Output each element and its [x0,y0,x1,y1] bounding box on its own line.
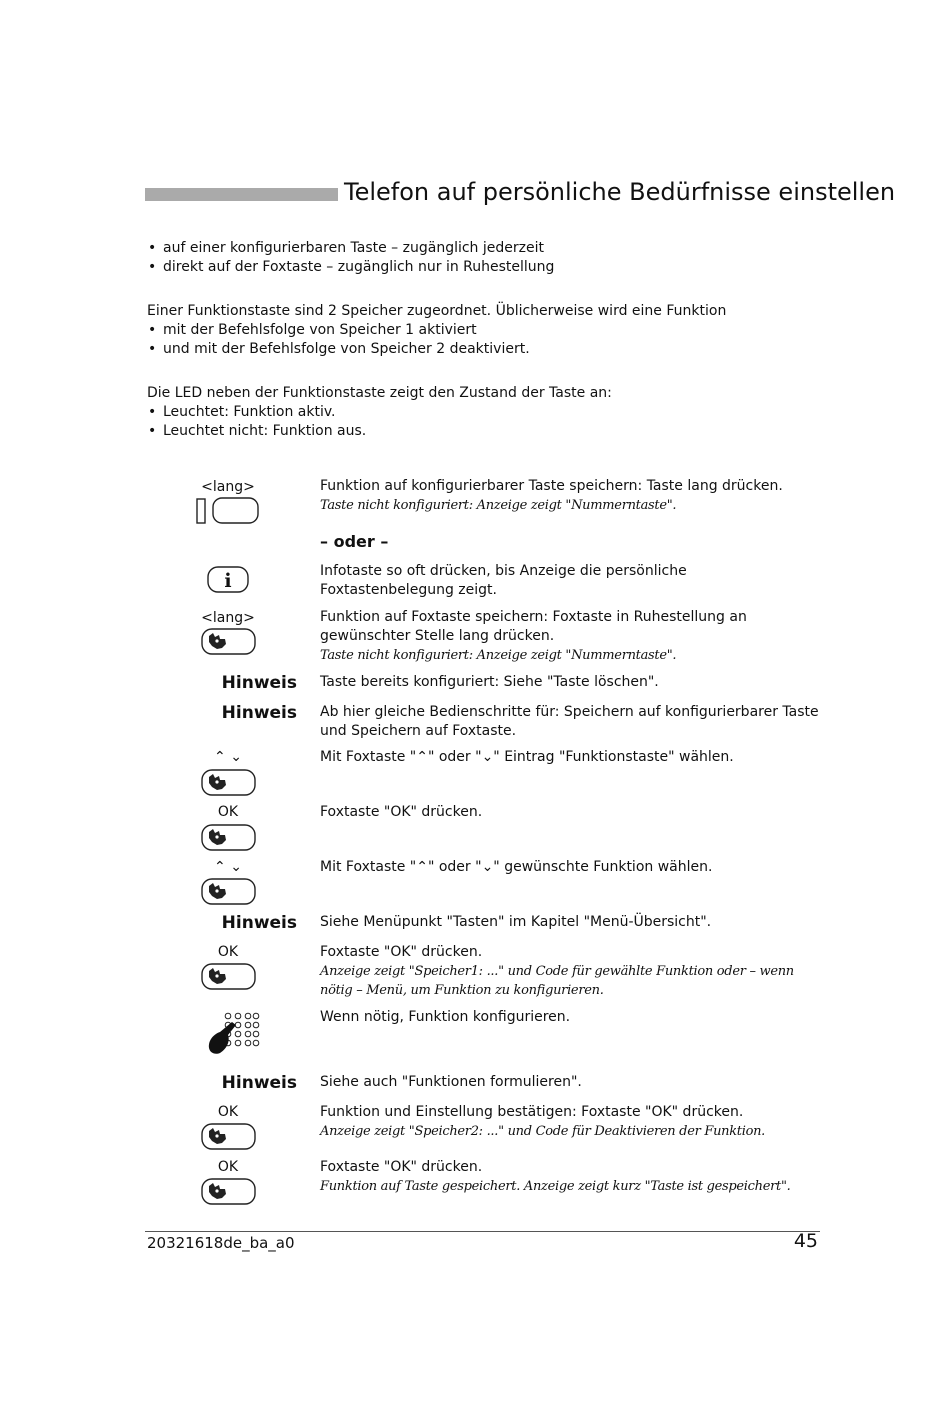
footer-rule [145,1231,820,1232]
fox-key-icon [200,962,258,992]
arrow-keys-label: ⌃ ⌄ [214,749,242,765]
intro-list-access [147,239,827,277]
fox-key-icon [200,1122,258,1152]
list-item: • auf einer konfigurierbaren Taste – zugänglich jederzeit [147,239,827,258]
note: Anzeige zeigt "Speicher2: ..." und Code für Deaktivieren der Funktion. [320,1124,766,1139]
note: Taste nicht konfiguriert: Anzeige zeigt "Nummerntaste". [320,498,677,513]
instruction: Wenn nötig, Funktion konfigurieren. [320,1009,571,1025]
hint-label: Hinweis [221,1073,297,1093]
step-text [320,608,820,665]
instruction: Foxtaste "OK" drücken. [320,804,483,820]
fox-key-icon [200,877,258,907]
instruction: Funktion auf Foxtaste speichern: Foxtaste in Ruhestellung an gewünschter Stelle lang drücken. [320,609,747,644]
note: Taste nicht konfiguriert: Anzeige zeigt "Nummerntaste". [320,648,677,663]
paragraph: Einer Funktionstaste sind 2 Speicher zugeordnet. Üblicherweise wird eine Funktion [147,303,727,319]
fox-key-icon [200,627,258,657]
oder-separator: – oder – [320,532,389,551]
hint-label: Hinweis [221,913,297,933]
instruction: Siehe Menüpunkt "Tasten" im Kapitel "Menü-Übersicht". [320,914,712,930]
page-title: Telefon auf persönliche Bedürfnisse einstellen [344,178,896,206]
header-bar [145,188,338,201]
note: Funktion auf Taste gespeichert. Anzeige zeigt kurz "Taste ist gespeichert". [320,1179,791,1194]
instruction: Infotaste so oft drücken, bis Anzeige die persönliche Foxtastenbelegung zeigt. [320,563,687,598]
instruction: Ab hier gleiche Bedienschritte für: Speichern auf konfigurierbarer Taste und Speichern auf Foxtaste. [320,704,819,739]
intro-led [147,384,827,441]
ok-label: OK [217,1104,239,1120]
note: Anzeige zeigt "Speicher1: ..." und Code für gewählte Funktion oder – wenn nötig – Menü, um Funktion zu konfigurieren. [320,964,794,998]
list-item: • direkt auf der Foxtaste – zugänglich nur in Ruhestellung [147,258,827,277]
instruction: Funktion auf konfigurierbarer Taste speichern: Taste lang drücken. [320,478,783,494]
hint-label: Hinweis [221,703,297,723]
instruction: Foxtaste "OK" drücken. [320,944,483,960]
fox-key-icon [200,823,258,853]
arrow-keys-label: ⌃ ⌄ [214,859,242,875]
svg-text:i: i [224,570,232,592]
ok-label: OK [217,804,239,820]
ok-label: OK [217,1159,239,1175]
fox-key-icon [200,1177,258,1207]
keypad-icon [206,1010,262,1056]
list-item: • Leuchtet nicht: Funktion aus. [147,422,827,441]
step-text [320,1158,820,1196]
paragraph: Die LED neben der Funktionstaste zeigt den Zustand der Taste an: [147,385,612,401]
page-number: 45 [793,1230,818,1252]
instruction: Funktion und Einstellung bestätigen: Foxtaste "OK" drücken. [320,1104,744,1120]
step-text [320,943,820,1000]
list-item: • mit der Befehlsfolge von Speicher 1 aktiviert [147,321,827,340]
instruction: Mit Foxtaste "⌃" oder "⌄" gewünschte Funktion wählen. [320,859,713,875]
instruction: Foxtaste "OK" drücken. [320,1159,483,1175]
configurable-key-icon [196,496,262,526]
intro-memory [147,302,827,359]
step-text [320,1103,820,1141]
instruction: Taste bereits konfiguriert: Siehe "Taste löschen". [320,674,659,690]
ok-label: OK [217,944,239,960]
fox-key-icon [200,768,258,798]
list-item: • Leuchtet: Funktion aktiv. [147,403,827,422]
instruction: Mit Foxtaste "⌃" oder "⌄" Eintrag "Funktionstaste" wählen. [320,749,734,765]
list-item: • und mit der Befehlsfolge von Speicher 2 deaktiviert. [147,340,827,359]
instruction: Siehe auch "Funktionen formulieren". [320,1074,582,1090]
info-key-icon [206,565,250,595]
step-text [320,477,820,515]
hint-label: Hinweis [221,673,297,693]
long-press-label: <lang> [201,610,255,626]
long-press-label: <lang> [201,479,255,495]
document-code: 20321618de_ba_a0 [147,1234,295,1252]
